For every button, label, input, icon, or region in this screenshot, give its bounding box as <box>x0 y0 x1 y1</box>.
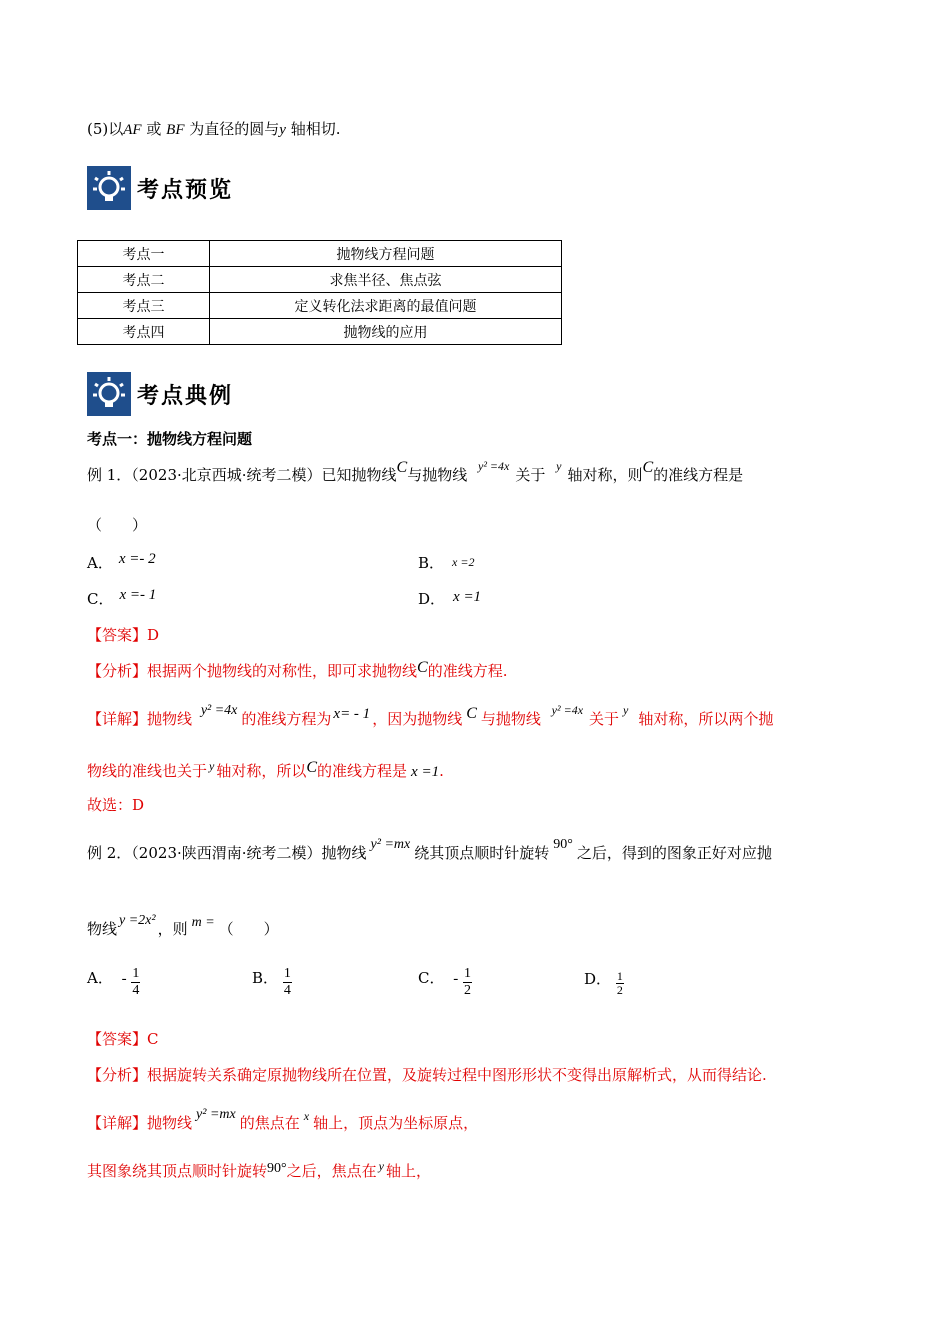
ex1-answer: 【答案】D <box>87 626 160 644</box>
topic1-heading: 考点一：抛物线方程问题 <box>87 430 253 448</box>
topics-table <box>77 240 562 345</box>
ex1-analysis: 【分析】根据两个抛物线的对称性，即可求抛物线C的准线方程. <box>87 659 508 680</box>
answer-paren: （ ） <box>87 516 148 534</box>
section-title: 考点典例 <box>137 382 234 409</box>
section-preview-heading <box>87 166 233 210</box>
lightbulb-icon <box>87 166 131 210</box>
ex2-option-a: A． - $\frac{1}{4}$ <box>87 966 140 998</box>
fraction: $\frac{1}{2}$ <box>616 969 623 997</box>
fraction: $\frac{1}{2}$ <box>464 966 472 998</box>
ex1-option-d: D． x =1 <box>418 589 482 608</box>
fraction: $\frac{1}{4}$ <box>283 966 291 998</box>
ex1-option-c: C． x =- 1 <box>87 587 157 608</box>
ex1-detail-line2: 物线的准线也关于 $^y$ 轴对称，所以C的准线方程是 x =1. <box>87 759 444 780</box>
lightbulb-icon <box>87 372 131 416</box>
ex2-question-line1: 例 2．（2023·陕西渭南·统考二模）抛物线 y² =mx 绕其顶点顺时针旋转 90° 之后，得到的图象正好对应抛 <box>87 837 772 862</box>
ex1-option-a: A． x =- 2 <box>87 551 156 572</box>
ex1-option-b: B． x =2 <box>418 554 475 572</box>
ex2-answer: 【答案】C <box>87 1030 159 1048</box>
ex2-detail-line2: 其图象绕其顶点顺时针旋转90°之后，焦点在 $^y$ 轴上， <box>87 1159 431 1180</box>
section-examples-heading <box>87 372 233 416</box>
table-row: 考点一 抛物线方程问题 <box>78 241 562 267</box>
ex2-analysis: 【分析】根据旋转关系确定原抛物线所在位置，及旋转过程中图形形状不变得出原解析式，从而得结论. <box>87 1066 767 1084</box>
ex2-option-b: B． $\frac{1}{4}$ <box>252 966 291 998</box>
ex1-detail-line1: 【详解】抛物线 y² =4x 的准线方程为 x= - 1 ，因为抛物线 C 与抛物线 $^{y^2 =4x}$ 关于 $^y$ 轴对称，所以两个抛 <box>87 703 774 728</box>
ex2-option-c: C． - $\frac{1}{2}$ <box>418 966 472 998</box>
ex2-detail-line1: 【详解】抛物线 y² =mx 的焦点在 $^x$ 轴上，顶点为坐标原点， <box>87 1107 479 1132</box>
ex2-option-d: D． $\frac{1}{2}$ <box>584 969 623 997</box>
section-title: 考点预览 <box>137 176 234 203</box>
intro-line: (5)以AF 或 BF 为直径的圆与y 轴相切. <box>87 120 341 138</box>
ex2-question-line2: 物线 y =2x² ，则 m = （ ） <box>87 913 279 938</box>
table-row: 考点四 抛物线的应用 <box>78 319 562 345</box>
table-row: 考点三 定义转化法求距离的最值问题 <box>78 293 562 319</box>
table-row: 考点二 求焦半径、焦点弦 <box>78 267 562 293</box>
ex1-conclusion: 故选：D <box>87 796 145 814</box>
fraction: $\frac{1}{4}$ <box>132 966 140 998</box>
ex1-question: 例 1．（2023·北京西城·统考二模）已知抛物线C与抛物线 $^{y^2 =4x}$ 关于 $^y$ 轴对称，则C的准线方程是 <box>87 459 744 484</box>
